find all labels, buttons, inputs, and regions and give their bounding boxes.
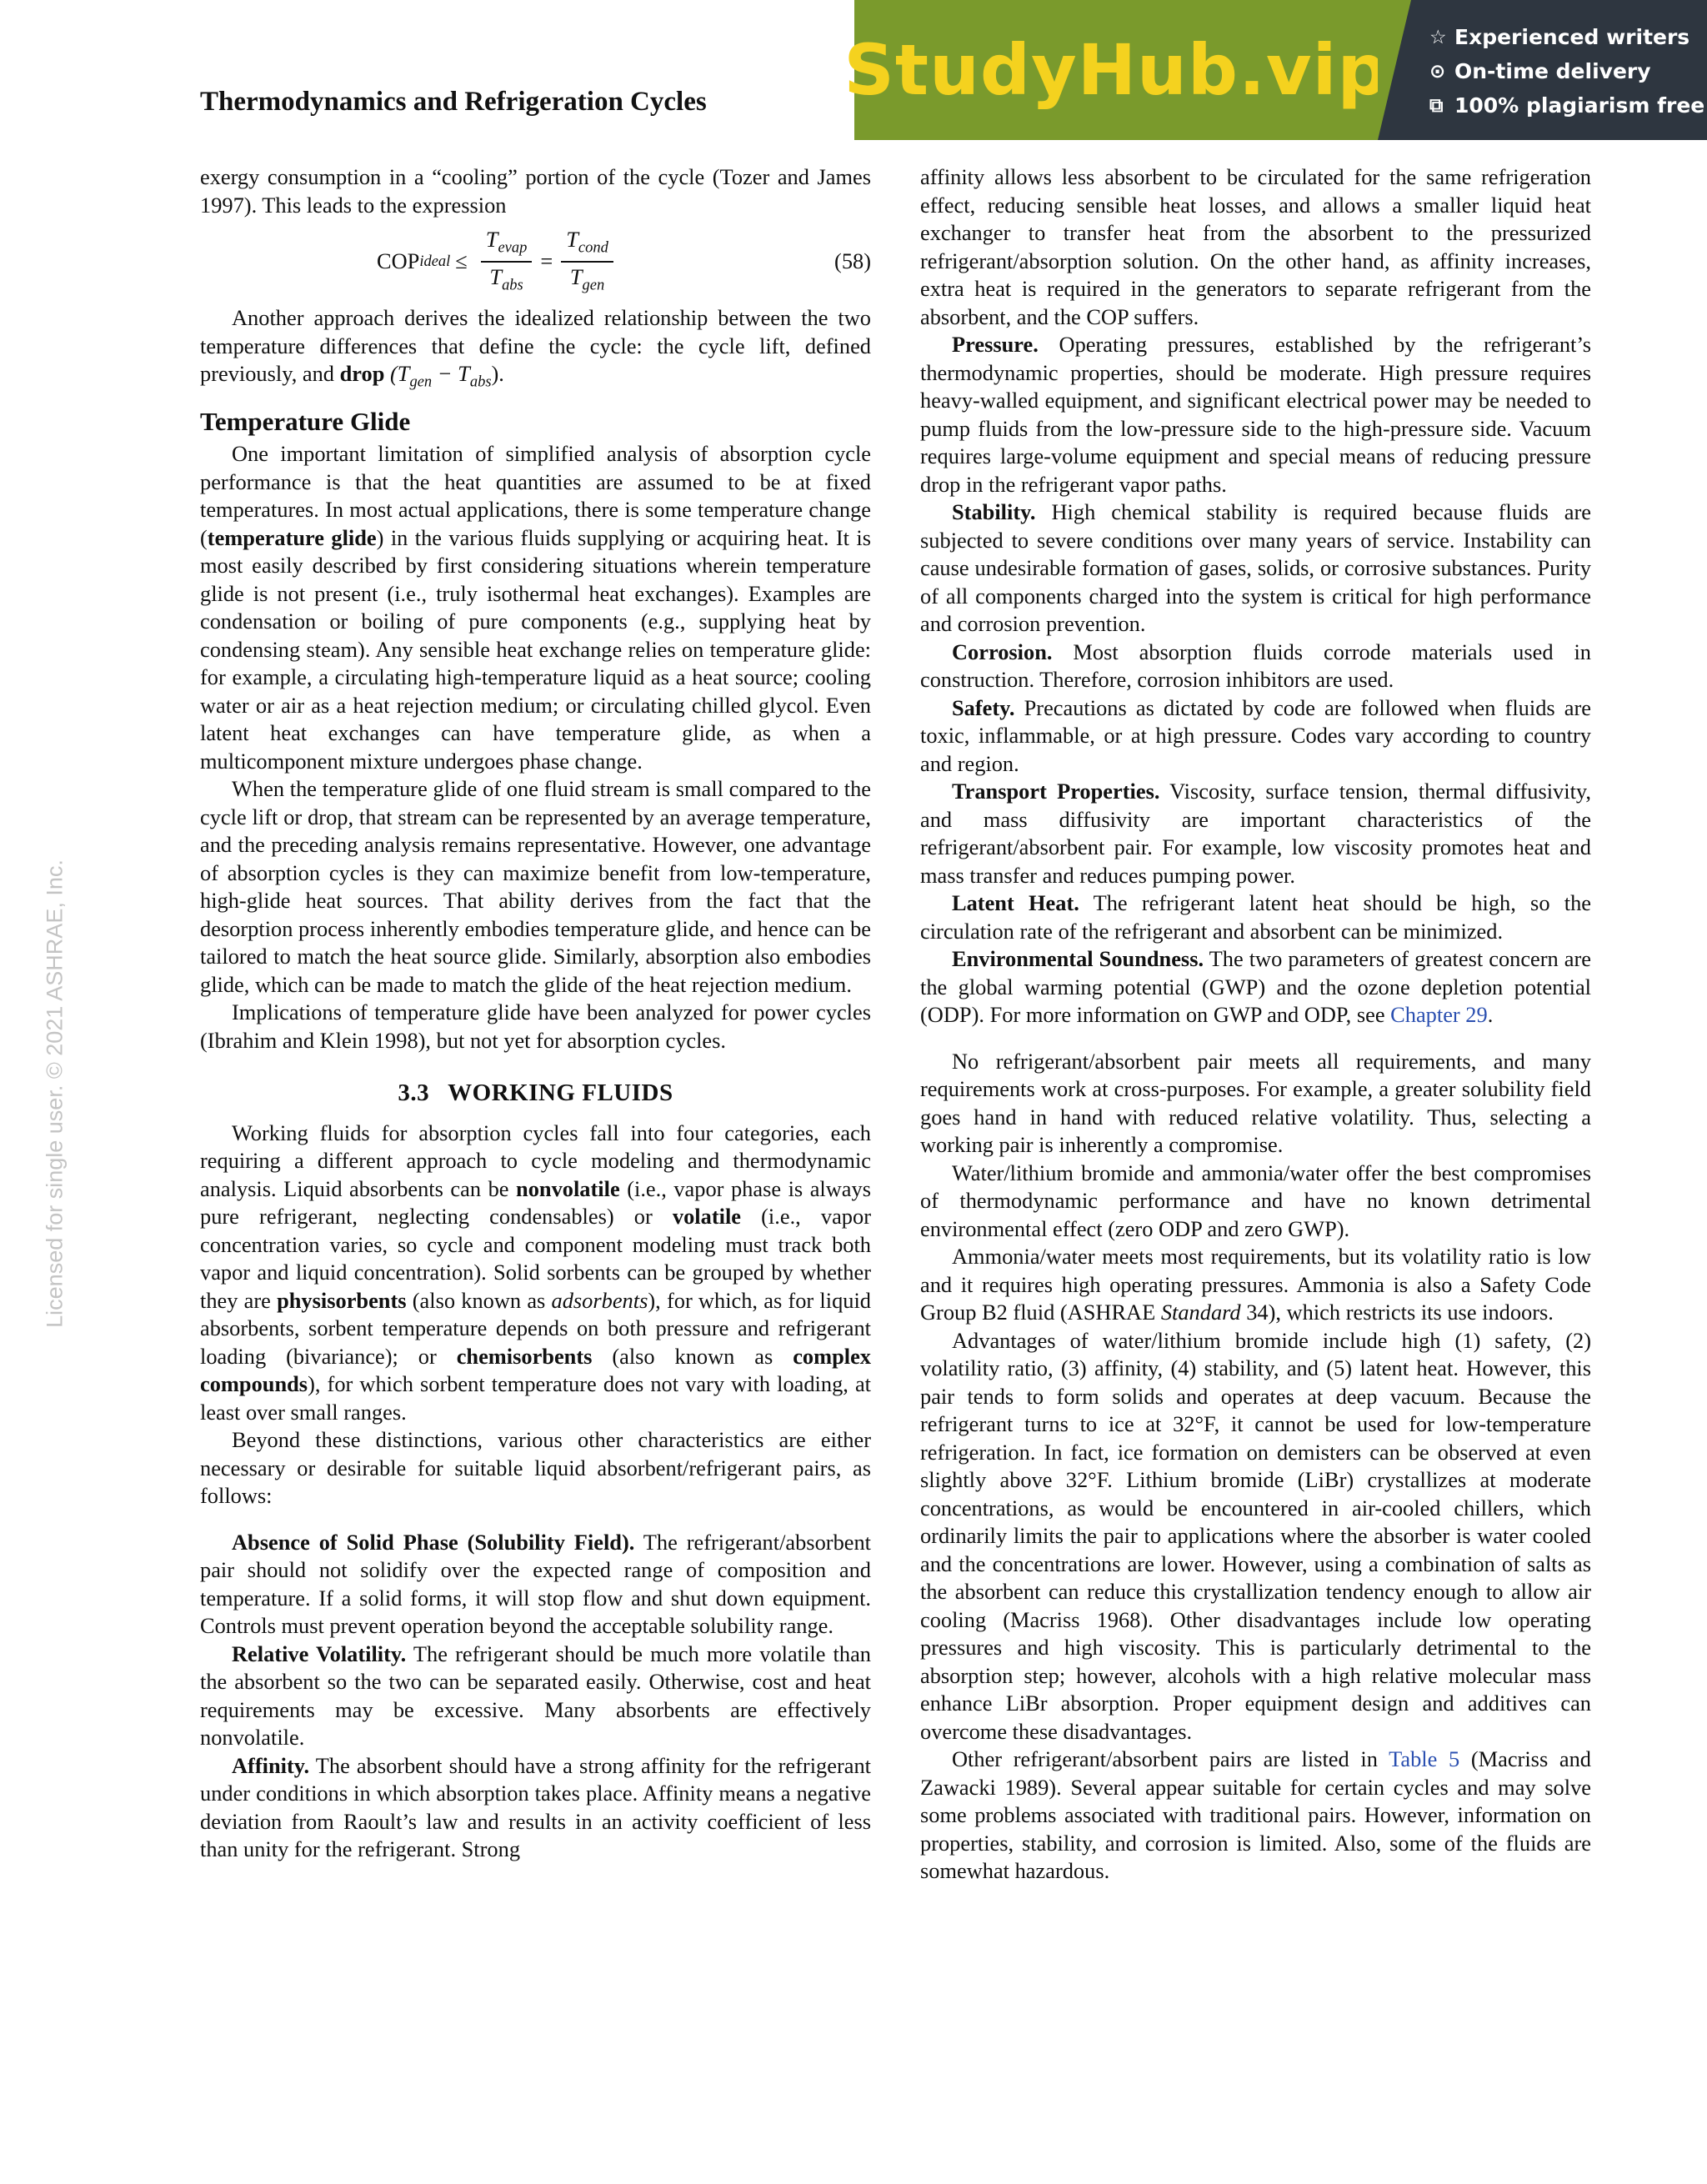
page-header-title: Thermodynamics and Refrigeration Cycles bbox=[200, 87, 707, 117]
chapter-29-link[interactable]: Chapter 29 bbox=[1390, 1002, 1488, 1027]
paragraph: Relative Volatility. The refrigerant should be much more volatile than the absorbent so the two can be separated easily. Otherwise, cost and heat requirements may be excessive. Many absorbents are effectively nonvolatile. bbox=[200, 1641, 871, 1751]
equation-number: (58) bbox=[834, 248, 871, 274]
clock-icon: ⊙ bbox=[1429, 60, 1446, 83]
paragraph: Safety. Precautions as dictated by code are followed when fluids are toxic, inflammable, or at high pressure. Codes vary according to country and region. bbox=[920, 694, 1591, 776]
paragraph: affinity allows less absorbent to be circulated for the same refrigeration effect, reducing sensible heat losses, and allows a smaller liquid heat exchanger to transfer heat from the absorbent to the pressurized refrigerant/absorption solution. On the other hand, as affinity increases, extra heat is required in the generators to separate refrigerant from the absorbent, and the COP suffers. bbox=[920, 164, 1591, 329]
paragraph: Advantages of water/lithium bromide include high (1) safety, (2) volatility ratio, (3) affinity, (4) stability, and (5) latent heat. However, this pair tends to form solids and operates at deep vacuum. Because the refrigerant turns to ice at 32°F, it cannot be used for low-temperature refrigeration. In fact, ice formation on demisters can be observed at even slightly above 32°F. Lithium bromide (LiBr) crystallizes at moderate concentrations, as would be encountered in air-cooled chillers, which ordinarily limits the pair to applications where the absorber is water cooled and the concentrations are lower. However, using a combination of salts as the absorbent can reduce this crystallization tendency enough to allow air cooling (Macriss 1968). Other disadvantages include low operating pressures and high viscosity. This is particularly detrimental to the absorption step; however, alcohols with a high relative molecular mass enhance LiBr absorption. Proper equipment design and additives can overcome these disadvantages. bbox=[920, 1327, 1591, 1744]
equation-58 bbox=[200, 219, 871, 304]
paragraph: Beyond these distinctions, various other characteristics are either necessary or desirable for suitable liquid absorbent/refrigerant pairs, as follows: bbox=[200, 1427, 871, 1509]
eq-equals: = bbox=[540, 248, 553, 274]
feature-label: On-time delivery bbox=[1454, 59, 1651, 83]
banner-feature-list bbox=[1429, 0, 1704, 140]
paragraph: Ammonia/water meets most requirements, but its volatility ratio is low and it requires high operating pressures. Ammonia is also a Safety Code Group B2 fluid (ASHRAE Standard 34), which restricts its use indoors. bbox=[920, 1244, 1591, 1325]
feature-on-time-delivery bbox=[1429, 54, 1704, 88]
paragraph: Environmental Soundness. The two parameters of greatest concern are the global warming potential (GWP) and the ozone depletion potential (ODP). For more information on GWP and ODP, see Chapter 29. bbox=[920, 946, 1591, 1027]
paragraph: Another approach derives the idealized relationship between the two temperature differences that define the cycle: the cycle lift, defined previously, and drop $(T_{gen} - T_{abs})$. bbox=[200, 305, 871, 390]
copy-icon: ⧉ bbox=[1429, 94, 1444, 117]
paragraph: When the temperature glide of one fluid stream is small compared to the cycle lift or drop, that stream can be represented by an average temperature, and the preceding analysis remains representative. However, one advantage of absorption cycles is they can maximize benefit from low-temperature, high-glide heat sources. That ability derives from the fact that the desorption process inherently embodies temperature glide, and hence can be tailored to match the heat source glide. Similarly, absorption also embodies glide, which can be made to match the glide of the heat rejection medium. bbox=[200, 776, 871, 997]
eq-fraction-evap-abs: $\frac{T_{evap}}{T_{abs}}$ bbox=[481, 225, 533, 299]
license-watermark: Licensed for single user. © 2021 ASHRAE, Inc. bbox=[42, 859, 68, 1328]
paragraph: Affinity. The absorbent should have a strong affinity for the refrigerant under conditions in which absorption takes place. Affinity means a negative deviation from Raoult’s law and results in an activity coefficient of less than unity for the refrigerant. Strong bbox=[200, 1752, 871, 1862]
eq-le: ≤ bbox=[455, 248, 468, 274]
feature-experienced-writers bbox=[1429, 20, 1704, 54]
table-5-link[interactable]: Table 5 bbox=[1389, 1746, 1460, 1771]
paragraph: One important limitation of simplified analysis of absorption cycle performance is that the heat quantities are assumed to be at fixed temperatures. In most actual applications, there is some temperature change (temperature glide) in the various fluids supplying or acquiring heat. It is most easily described by first considering situations wherein temperature glide is not present (i.e., truly isothermal heat exchanges). Examples are condensation or boiling of pure components (e.g., supplying heat by condensing steam). Any sensible heat exchange relies on temperature glide: for example, a circulating high-temperature liquid as a heat source; cooling water or air as a heat rejection medium; or circulating chilled glycol. Even latent heat exchanges can have temperature glide, as when a multicomponent mixture undergoes phase change. bbox=[200, 441, 871, 774]
eq-lhs-sub: ideal bbox=[419, 253, 451, 270]
star-icon: ☆ bbox=[1429, 26, 1447, 48]
studyhub-banner[interactable] bbox=[843, 0, 1707, 140]
paragraph: Other refrigerant/absorbent pairs are listed in Table 5 (Macriss and Zawacki 1989). Several appear suitable for certain cycles and may solve some problems associated with traditional pairs. However, information on properties, stability, and corrosion is limited. Also, some of the fluids are somewhat hazardous. bbox=[920, 1746, 1591, 1883]
studyhub-logo-text: StudyHub.vip bbox=[843, 29, 1389, 111]
feature-label: 100% plagiarism free bbox=[1454, 93, 1705, 118]
section-heading-working-fluids: 3.3 WORKING FLUIDS bbox=[398, 1079, 673, 1107]
paragraph: Stability. High chemical stability is required because fluids are subjected to severe conditions over many years of service. Instability can cause undesirable formation of gases, solids, or corrosive substances. Purity of all components charged into the system is critical for high performance and corrosion prevention. bbox=[920, 499, 1591, 636]
paragraph: No refrigerant/absorbent pair meets all requirements, and many requirements work at cross-purposes. For example, a greater solubility field goes hand in hand with reduced relative volatility. Thus, selecting a working pair is inherently a compromise. bbox=[920, 1048, 1591, 1157]
studyhub-logo[interactable] bbox=[843, 0, 1389, 140]
left-column bbox=[200, 163, 871, 1864]
paragraph: Water/lithium bromide and ammonia/water offer the best compromises of thermodynamic performance and have no known detrimental environmental effect (zero ODP and zero GWP). bbox=[920, 1160, 1591, 1241]
paragraph: Absence of Solid Phase (Solubility Field). The refrigerant/absorbent pair should not solidify over the expected range of composition and temperature. If a solid forms, it will stop flow and shut down equipment. Controls must prevent operation beyond the acceptable solubility range. bbox=[200, 1529, 872, 1639]
paragraph: Working fluids for absorption cycles fall into four categories, each requiring a different approach to cycle modeling and thermodynamic analysis. Liquid absorbents can be nonvolatile (i.e., vapor phase is always pure refrigerant, neglecting condensables) or volatile (i.e., vapor concentration varies, so cycle and component modeling must track both vapor and liquid concentration). Solid sorbents can be grouped by whether they are physisorbents (also known as adsorbents), for which, as for liquid absorbents, sorbent temperature depends on both pressure and refrigerant loading (bivariance); or chemisorbents (also known as complex compounds), for which sorbent temperature does not vary with loading, at least over small ranges. bbox=[200, 1120, 871, 1425]
heading-temperature-glide: Temperature Glide bbox=[200, 406, 411, 436]
paragraph: Corrosion. Most absorption fluids corrode materials used in construction. Therefore, corrosion inhibitors are used. bbox=[920, 639, 1591, 692]
paragraph: exergy consumption in a “cooling” portion of the cycle (Tozer and James 1997). This leads to the expression bbox=[200, 164, 871, 218]
right-column bbox=[920, 163, 1591, 1886]
feature-plagiarism-free bbox=[1429, 88, 1704, 123]
eq-lhs: COP bbox=[377, 248, 420, 274]
feature-label: Experienced writers bbox=[1454, 25, 1690, 49]
paragraph: Latent Heat. The refrigerant latent heat should be high, so the circulation rate of the refrigerant and absorbent can be minimized. bbox=[920, 890, 1592, 944]
eq-fraction-cond-gen: $\frac{T_{cond}}{T_{gen}}$ bbox=[561, 225, 613, 299]
paragraph: Transport Properties. Viscosity, surface tension, thermal diffusivity, and mass diffusivity are important characteristics of the refrigerant/absorbent pair. For example, low viscosity promotes heat and mass transfer and reduces pumping power. bbox=[920, 779, 1591, 888]
paragraph: Pressure. Operating pressures, established by the refrigerant’s thermodynamic properties, should be moderate. High pressure requires heavy-walled equipment, and significant electrical power may be needed to pump fluids from the low-pressure side to the high-pressure side. Vacuum requires large-volume equipment and special means of reducing pressure drop in the refrigerant vapor paths. bbox=[920, 332, 1591, 497]
paragraph: Implications of temperature glide have been analyzed for power cycles (Ibrahim and Klein 1998), but not yet for absorption cycles. bbox=[200, 999, 871, 1053]
